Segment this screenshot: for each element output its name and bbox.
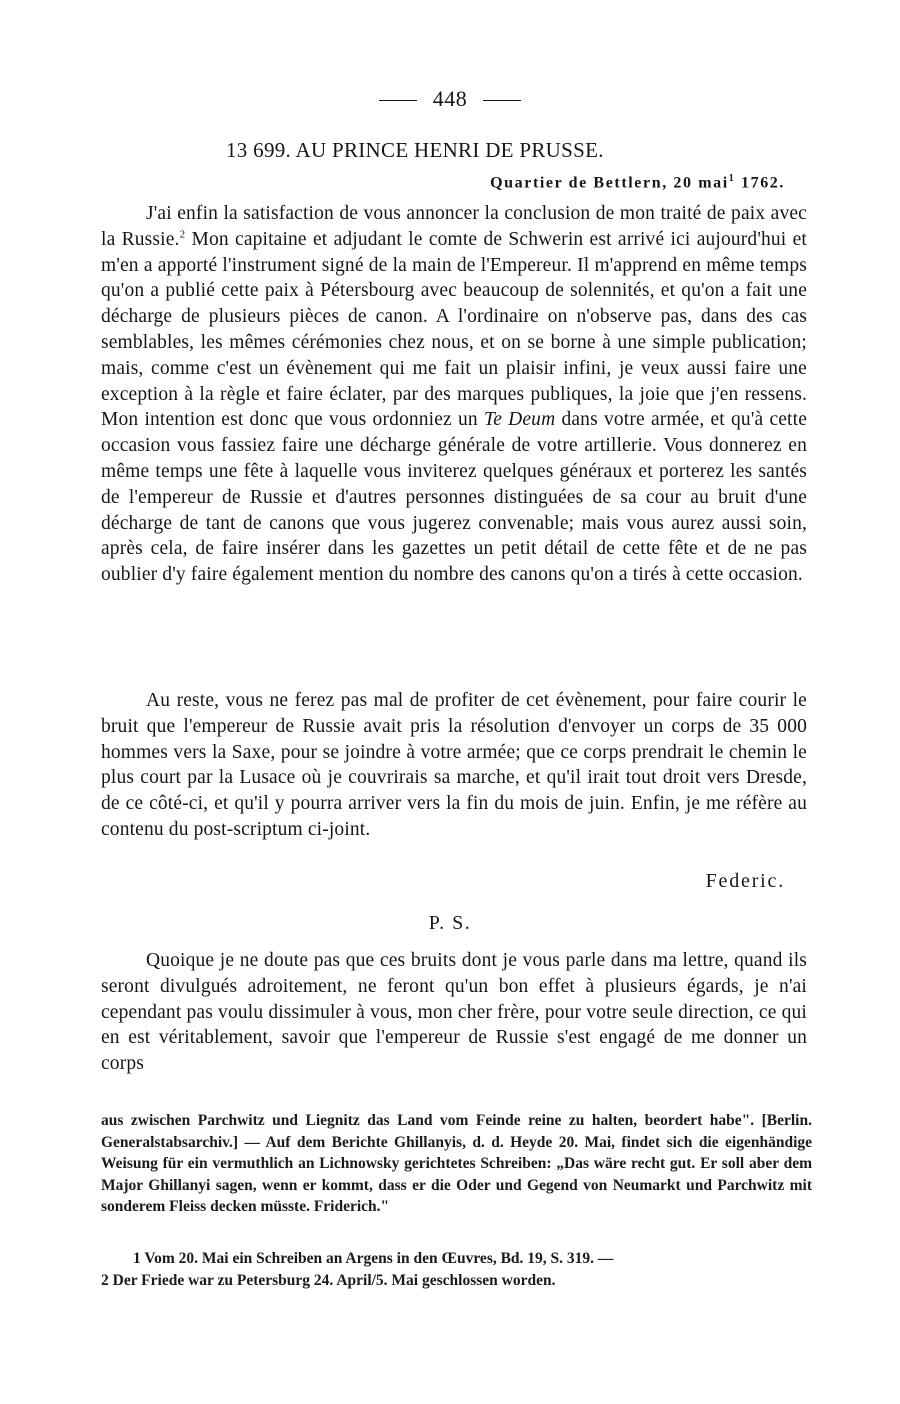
footnote-2: 2 Der Friede war zu Petersburg 24. April/5. Mai geschlossen worden. [101, 1271, 556, 1289]
postscript-paragraph [101, 948, 807, 1077]
footnote-ref-2: 2 [179, 228, 186, 241]
footnote-1: 1 Vom 20. Mai ein Schreiben an Argens in den Œuvres, Bd. 19, S. 319. — [133, 1250, 614, 1267]
page-header [0, 86, 900, 112]
postscript-text: Quoique je ne doute pas que ces bruits dont je vous parle dans ma lettre, quand ils seront divulgués adroitement, ne feront qu'un bon effet à plusieurs égards, je n'ai cependant pas voulu dissimuler à vous, mon cher frère, pour votre seule direction, ce qui en est véritablement, savoir que l'empereur de Russie s'est engagé de me donner un corps [101, 950, 807, 1075]
place-date [490, 173, 785, 192]
letter-title: 13 699. AU PRINCE HENRI DE PRUSSE. [226, 138, 604, 162]
te-deum-italic: Te Deum [483, 409, 556, 431]
header-rule-right [483, 100, 521, 101]
para1-text-c: dans votre armée, et qu'à cette occasion vous fassiez faire une décharge générale de votre artillerie. Vous donnerez en même temps une fête à laquelle vous inviterez quelques généraux et porterez les santés de l'empereur de Russie et d'autres personnes distinguées de sa cour au bruit d'une décharge de tant de canons que vous jugerez convenable; mais vous aurez aussi soin, après cela, de faire insérer dans les gazettes un petit détail de cette fête et de ne pas oublier d'y faire également mention du nombre des canons qu'on a tirés à cette occasion. [101, 409, 808, 586]
header-rule-left [379, 100, 417, 101]
place-date-year: 1762. [735, 174, 785, 192]
letter-body-paragraph-2 [101, 688, 807, 843]
para2-text: Au reste, vous ne ferez pas mal de profiter de cet évènement, pour faire courir le bruit que l'empereur de Russie avait pris la résolution d'envoyer un corps de 35 000 hommes vers la Saxe, pour se joindre à votre armée; que ce corps prendrait le chemin le plus court par la Lusace où je couvrirais sa marche, et qu'il irait tout droit vers Dresde, de ce côté-ci, et qu'il y pourra arriver vers la fin du mois de juin. Enfin, je me réfère au contenu du post-scriptum ci-joint. [101, 690, 807, 840]
letter-body-paragraph-1 [101, 201, 807, 588]
place-date-text: Quartier de Bettlern, 20 mai [490, 174, 729, 192]
signature: Federic. [705, 870, 785, 892]
footnote-continuation [101, 1110, 812, 1218]
para1-text-a: J'ai enfin la satisfaction de vous annoncer la conclusion de mon traité de paix avec la Russie. [101, 203, 807, 250]
footnote-ref-1: 1 [728, 173, 736, 184]
postscript-heading: P. S. [428, 912, 472, 934]
page-number: 448 [432, 86, 468, 111]
para1-text-b: Mon capitaine et adjudant le comte de Schwerin est arrivé ici aujourd'hui et m'en a apporté l'instrument signé de la main de l'Empereur. Il m'apprend en même temps qu'on a publié cette paix à Pétersbourg avec beaucoup de solennités, et qu'on a fait une décharge de plusieurs pièces de canon. A l'ordinaire on n'observe pas, dans des cas semblables, les mêmes cérémonies chez nous, et on se borne à une simple publication; mais, comme c'est un évènement qui me fait un plaisir infini, je veux aussi faire une exception à la règle et faire éclater, par des marques publiques, la joie que j'en ressens. Mon intention est donc que vous ordonniez un [101, 228, 807, 431]
footnote-continuation-text: aus zwischen Parchwitz und Liegnitz das Land vom Feinde reine zu halten, beordert habe". [Berlin. Generalstabsarchiv.] — Auf dem Berichte Ghillanyis, d. d. Heyde 20. Mai, findet sich die eigenhändige Weisung für ein vermuthlich an Lichnowsky gerichtetes Schreiben: „Das wäre recht gut. Er soll aber dem Major Ghillanyi sagen, wenn er kommt, dass er die Oder und Gegend von Neumarkt und Parchwitz mit sonderem Fleiss decken müsste. Friderich." [101, 1112, 812, 1215]
footnotes-block [101, 1248, 812, 1291]
